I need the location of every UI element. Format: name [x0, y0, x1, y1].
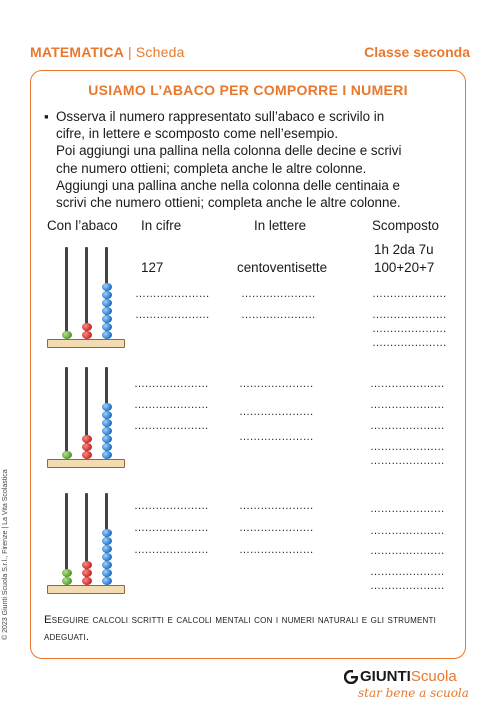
answer-line[interactable]: ………………… [370, 420, 445, 432]
copyright-notice: © 2023 Giunti Scuola S.r.l., Firenze | La Vita Scolastica [2, 469, 9, 640]
example-words: centoventisette [237, 260, 328, 275]
answer-line[interactable]: ………………… [370, 580, 445, 592]
example-digits: 127 [141, 260, 164, 275]
abacus-bead-units [102, 291, 112, 299]
logo-mark-icon [344, 670, 358, 684]
instruction-line: Osserva il numero rappresentato sull’abaco e scrivilo in [56, 109, 385, 124]
answer-line[interactable]: ………………… [134, 378, 209, 390]
answer-line[interactable]: ………………… [372, 309, 447, 321]
abacus-bead-units [102, 299, 112, 307]
answer-line[interactable]: ………………… [239, 500, 314, 512]
instruction-line: Aggiungi una pallina anche nella colonna delle centinaia e [56, 177, 400, 193]
abacus-bead-tens [82, 435, 92, 443]
answer-line[interactable]: ………………… [370, 566, 445, 578]
instructions [44, 108, 464, 211]
logo-tagline: star bene a scuola [358, 686, 469, 700]
abacus-bead-units [102, 569, 112, 577]
abacus-bead-units [102, 403, 112, 411]
abacus-bead-tens [82, 443, 92, 451]
abacus-bead-units [102, 435, 112, 443]
abacus-bead-tens [82, 577, 92, 585]
abacus-bead-hundreds [62, 577, 72, 585]
subject-name: MATEMATICA [30, 44, 125, 60]
abacus-bead-units [102, 443, 112, 451]
abacus-bead-tens [82, 561, 92, 569]
abacus-bead-tens [82, 569, 92, 577]
answer-line[interactable]: ………………… [134, 500, 209, 512]
answer-line[interactable]: ………………… [370, 455, 445, 467]
abacus-bead-units [102, 331, 112, 339]
abacus-bead-tens [82, 331, 92, 339]
worksheet-title: USIAMO L’ABACO PER COMPORRE I NUMERI [88, 82, 408, 98]
abacus-bead-units [102, 545, 112, 553]
answer-line[interactable]: ………………… [239, 544, 314, 556]
sheet-label: Scheda [135, 44, 185, 60]
abacus-bead-units [102, 283, 112, 291]
answer-line[interactable]: ………………… [239, 431, 314, 443]
answer-line[interactable]: ………………… [370, 545, 445, 557]
instruction-line: scrivi che numero ottieni; completa anche le altre colonne. [56, 195, 401, 211]
abacus-bead-units [102, 529, 112, 537]
logo-brand [360, 668, 457, 685]
instruction-line: cifre, in lettere e scomposto come nell’esempio. [56, 126, 339, 142]
abacus-2 [47, 364, 125, 468]
abacus-bead-units [102, 411, 112, 419]
abacus-bead-units [102, 537, 112, 545]
abacus-bead-units [102, 427, 112, 435]
abacus-bead-units [102, 561, 112, 569]
column-header-abacus: Con l’abaco [47, 218, 118, 233]
abacus-bead-units [102, 451, 112, 459]
abacus-1 [47, 244, 125, 348]
abacus-base [47, 459, 125, 468]
answer-line[interactable]: ………………… [239, 522, 314, 534]
answer-line[interactable]: ………………… [370, 503, 445, 515]
publisher-logo [344, 668, 469, 702]
abacus-base [47, 339, 125, 348]
answer-line[interactable]: ………………… [135, 309, 210, 321]
instruction-line: che numero ottieni; completa anche le altre colonne. [56, 160, 367, 176]
instruction-line: Poi aggiungi una pallina nella colonna delle decine e scrivi [56, 143, 402, 159]
abacus-bead-units [102, 323, 112, 331]
column-header-digits: In cifre [141, 218, 182, 233]
abacus-bead-tens [82, 323, 92, 331]
learning-goal: Eseguire calcoli scritti e calcoli mentali con i numeri naturali e gli strumenti adeguati. [44, 614, 436, 643]
abacus-3 [47, 490, 125, 594]
header-separator: | [128, 44, 132, 60]
abacus-bead-hundreds [62, 569, 72, 577]
abacus-rod-hundreds [65, 367, 68, 459]
subject-label [30, 44, 185, 60]
answer-line[interactable]: ………………… [370, 399, 445, 411]
answer-line[interactable]: ………………… [372, 323, 447, 335]
column-header-decomposed: Scomposto [372, 218, 439, 233]
abacus-base [47, 585, 125, 594]
answer-line[interactable]: ………………… [134, 522, 209, 534]
answer-line[interactable]: ………………… [239, 378, 314, 390]
abacus-bead-hundreds [62, 331, 72, 339]
answer-line[interactable]: ………………… [370, 441, 445, 453]
answer-line[interactable]: ………………… [241, 309, 316, 321]
answer-line[interactable]: ………………… [370, 525, 445, 537]
answer-line[interactable]: ………………… [134, 399, 209, 411]
answer-line[interactable]: ………………… [370, 378, 445, 390]
answer-line[interactable]: ………………… [372, 337, 447, 349]
answer-line[interactable]: ………………… [135, 288, 210, 300]
abacus-bead-units [102, 315, 112, 323]
abacus-bead-hundreds [62, 451, 72, 459]
abacus-bead-units [102, 553, 112, 561]
answer-line[interactable]: ………………… [134, 420, 209, 432]
abacus-bead-units [102, 307, 112, 315]
page-header [30, 44, 470, 64]
answer-line[interactable]: ………………… [372, 288, 447, 300]
abacus-bead-units [102, 419, 112, 427]
answer-line[interactable]: ………………… [241, 288, 316, 300]
logo-brand-b: Scuola [410, 668, 457, 685]
logo-brand-a: GIUNTI [360, 668, 411, 685]
abacus-rod-hundreds [65, 247, 68, 339]
column-header-words: In lettere [254, 218, 307, 233]
place-value-label: 1h 2da 7u [374, 242, 434, 257]
answer-line[interactable]: ………………… [134, 544, 209, 556]
example-sum: 100+20+7 [374, 260, 435, 275]
abacus-bead-units [102, 577, 112, 585]
abacus-bead-tens [82, 451, 92, 459]
answer-line[interactable]: ………………… [239, 406, 314, 418]
bullet-icon: ▪ [44, 109, 49, 124]
grade-label: Classe seconda [364, 44, 470, 60]
